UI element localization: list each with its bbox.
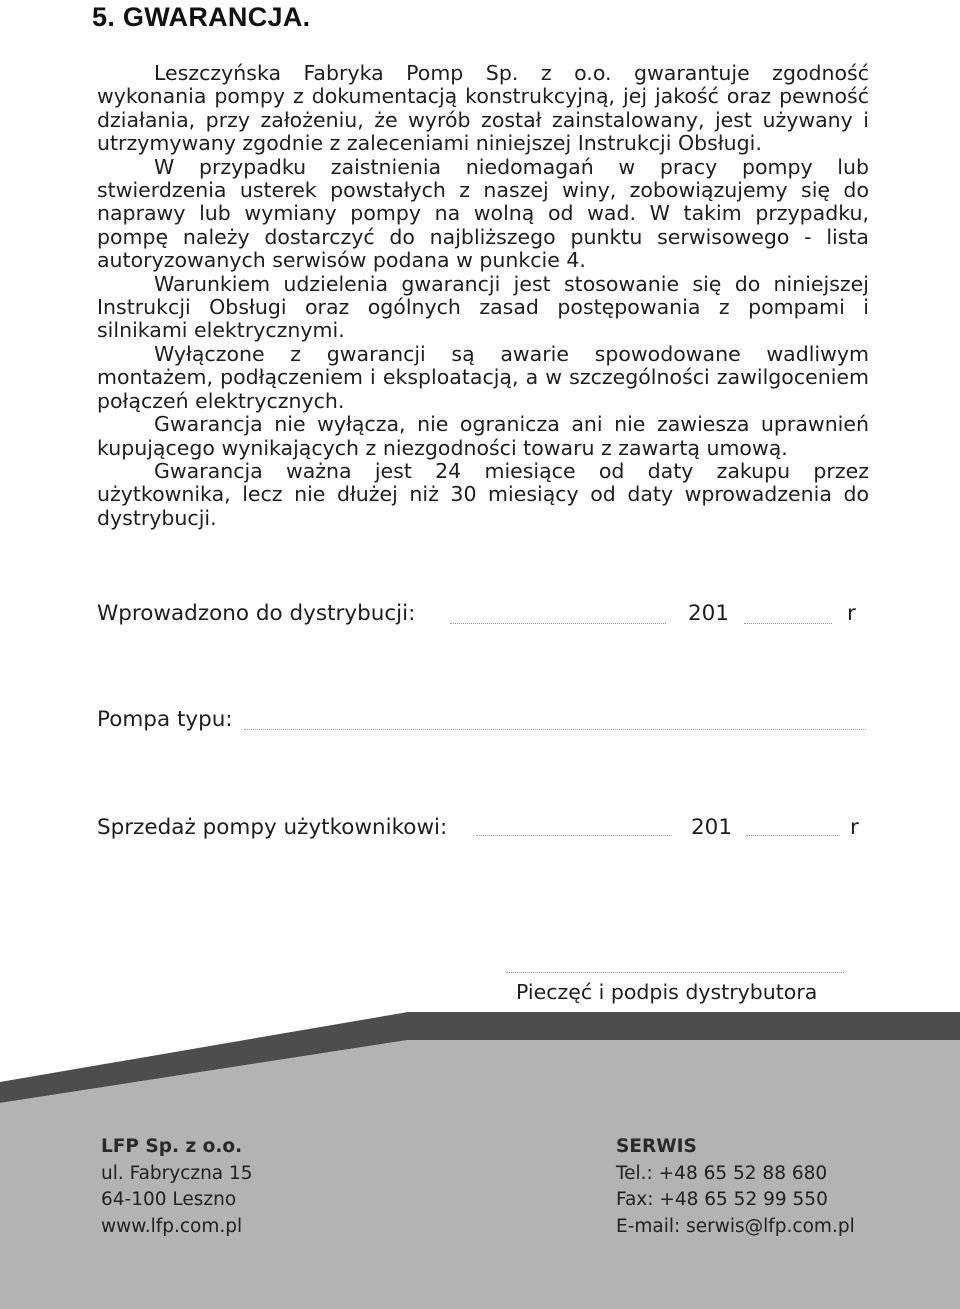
distribution-label: Wprowadzono do dystrybucji: [97, 601, 416, 626]
footer-company [101, 1134, 253, 1240]
company-name: LFP Sp. z o.o. [101, 1136, 243, 1157]
company-city: 64-100 Leszno [101, 1189, 237, 1210]
paragraph-exclusions: Wyłączone z gwarancji są awarie spowodowane wadliwym montażem, podłączeniem i eksploatacją, a w szczególności zawilgoceniem połączeń elektrycznych. [97, 341, 869, 413]
paragraph-repair: W przypadku zaistnienia niedomagań w pracy pompy lub stwierdzenia usterek powstałych z naszej winy, zobowiązujemy się do naprawy lub wymiany pompy na wolną od wad. W takim przypadku, pompę należy dostarczyć do najbliższego punktu serwisowego - lista autoryzowanych serwisów podana w punkcie 4. [97, 154, 869, 273]
paragraph-warranty-scope: Leszczyńska Fabryka Pomp Sp. z o.o. gwarantuje zgodność wykonania pompy z dokumentacją konstrukcyjną, jej jakość oraz pewność działania, przy założeniu, że wyrób został zainstalowany, jest używany i utrzymywany zgodnie z zaleceniami niniejszej Instrukcji Obsługi. [97, 61, 869, 156]
paragraph-conditions: Warunkiem udzielenia gwarancji jest stosowanie się do niniejszej Instrukcji Obsługi oraz ogólnych zasad postępowania z pompami i silnikami elektrycznymi. [97, 271, 869, 343]
sale-year-suffix: r [850, 815, 859, 840]
distribution-year-suffix: r [847, 601, 856, 626]
paragraph-consumer-rights: Gwarancja nie wyłącza, nie ogranicza ani nie zawiesza uprawnień kupującego wynikających z niezgodności towaru z zawartą umową. [97, 412, 869, 460]
company-website-link[interactable]: www.lfp.com.pl [101, 1215, 243, 1237]
sale-label: Sprzedaż pompy użytkownikowi: [97, 815, 448, 840]
pump-type-label: Pompa typu: [97, 707, 233, 732]
footer-service [616, 1134, 855, 1240]
sale-year-prefix: 201 [691, 815, 733, 840]
distribution-year-prefix: 201 [688, 601, 730, 626]
service-fax: Fax: +48 65 52 99 550 [616, 1189, 828, 1210]
section-heading: 5. GWARANCJA. [92, 2, 311, 32]
service-email-link[interactable]: E-mail: serwis@lfp.com.pl [616, 1215, 855, 1237]
company-street: ul. Fabryczna 15 [101, 1162, 253, 1184]
paragraph-validity: Gwarancja ważna jest 24 miesiące od daty zakupu przez użytkownika, lecz nie dłużej niż 30 miesiący od daty wprowadzenia do dystrybucji. [97, 458, 869, 530]
service-phone: Tel.: +48 65 52 88 680 [616, 1162, 828, 1184]
signature-label: Pieczęć i podpis dystrybutora [516, 980, 818, 1004]
service-title: SERWIS [616, 1136, 697, 1157]
